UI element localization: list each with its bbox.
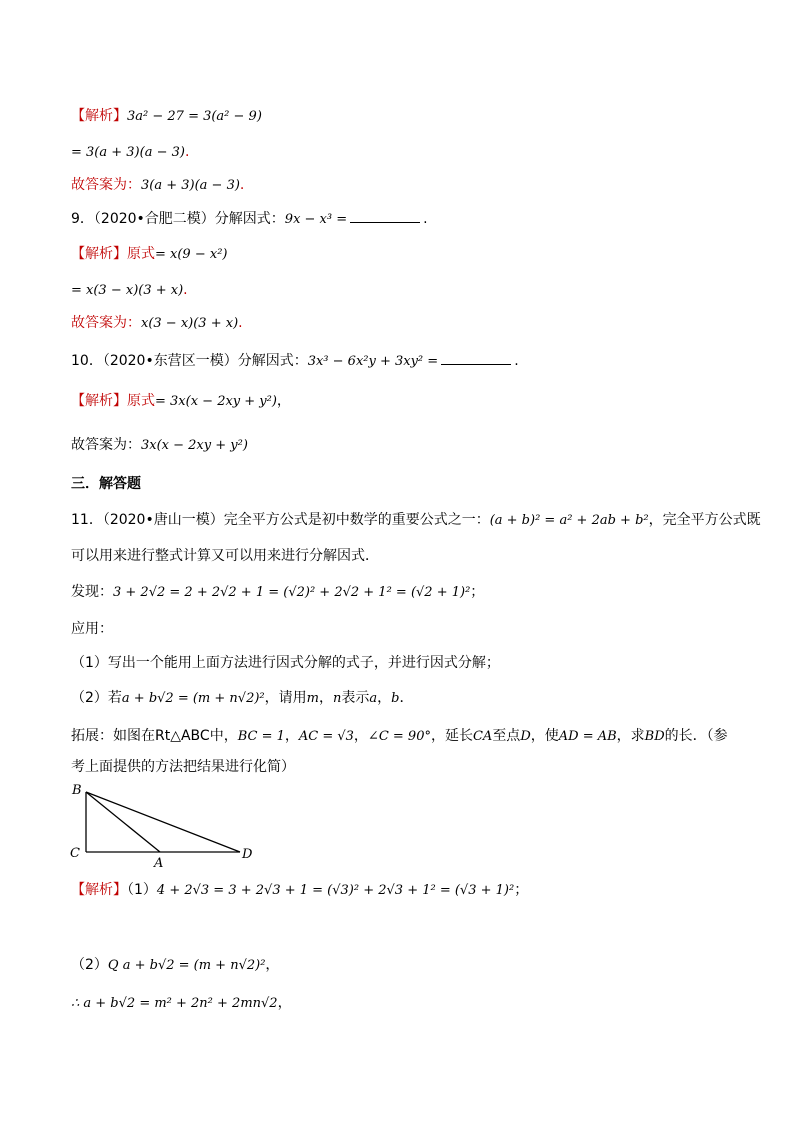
solution-11-part1: 【解析】（1）4 + 2√3 = 3 + 2√3 + 1 = (√3)² + 2√3 + 1² = (√3 + 1)²； (71, 882, 529, 898)
answer-label: 故答案为： (71, 437, 141, 453)
analysis-tag: 【解析】 (71, 108, 127, 124)
expr: ∴ a + b√2 = m² + 2n² + 2mn√2 (71, 996, 278, 1011)
solution-10-line1: 【解析】原式= 3x(x − 2xy + y²)， (71, 393, 291, 409)
triangle-figure (64, 780, 264, 870)
label-D: D (242, 847, 253, 862)
solution-8-line1 (71, 106, 262, 127)
expr: = 3x(x − 2xy + y²) (155, 394, 277, 409)
expr: Q a + b√2 = (m + n√2)² (107, 958, 266, 973)
question-11-line1: 11．（2020•唐山一模）完全平方公式是初中数学的重要公式之一：(a + b)² = a² + 2ab + b²，完全平方公式既 (71, 512, 761, 528)
expr: 3x³ − 6x²y + 3xy² = (307, 354, 439, 369)
solution-9-line1: 【解析】原式= x(9 − x²) (71, 246, 228, 262)
question-9: 9．（2020•合肥二模）分解因式：9x − x³ = . (71, 211, 428, 227)
expr: 3x(x − 2xy + y²) (141, 438, 248, 453)
analysis-tag: 【解析】 (71, 246, 127, 262)
label-B: B (72, 783, 82, 798)
question-11-apply: 应用： (71, 621, 113, 637)
expr: 9x − x³ = (284, 212, 348, 227)
expr: = 3(a + 3)(a − 3) (71, 145, 185, 160)
solution-11-part2-line2: ∴ a + b√2 = m² + 2n² + 2mn√2， (71, 995, 292, 1011)
expr: (a + b)² = a² + 2ab + b² (489, 513, 649, 528)
analysis-tag: 【解析】 (71, 393, 127, 409)
question-11-extension-line2: 考上面提供的方法把结果进行化简） (71, 759, 295, 775)
label-A: A (154, 856, 164, 870)
analysis-tag: 【解析】 (71, 882, 127, 898)
question-11-extension-line1: 拓展：如图在Rt△ABC中，BC = 1，AC = √3，∠C = 90°，延长CA至点D，使AD = AB，求BD的长．（参 (71, 728, 728, 744)
expr: 4 + 2√3 = 3 + 2√3 + 1 = (√3)² + 2√3 + 1² = (√3 + 1)² (156, 883, 515, 898)
answer-blank (441, 352, 511, 365)
side-BD (86, 792, 240, 852)
answer-label: 故答案为： (71, 315, 141, 331)
question-10: 10．（2020•东营区一模）分解因式：3x³ − 6x²y + 3xy² = . (71, 353, 519, 369)
expr: = x(9 − x²) (155, 247, 228, 262)
solution-8-line2: = 3(a + 3)(a − 3). (71, 144, 190, 160)
expr: 3a² − 27 = 3(a² − 9) (127, 109, 262, 124)
expr: x(3 − x)(3 + x) (141, 316, 239, 331)
question-11-line2: 可以用来进行整式计算又可以用来进行分解因式． (71, 548, 379, 564)
question-11-part1: （1）写出一个能用上面方法进行因式分解的式子，并进行因式分解； (71, 655, 500, 671)
expr: = x(3 − x)(3 + x) (71, 283, 184, 298)
solution-10-answer (71, 435, 248, 456)
side-BA (86, 792, 160, 852)
section-title: 三．解答题 (71, 476, 141, 492)
solution-9-line2: = x(3 − x)(3 + x). (71, 282, 188, 298)
solution-8-answer: 故答案为：3(a + 3)(a − 3). (71, 177, 245, 193)
expr: 3(a + 3)(a − 3) (141, 178, 240, 193)
label-C: C (70, 846, 80, 861)
question-11-part2: （2）若a + b√2 = (m + n√2)²，请用m，n表示a，b． (71, 690, 414, 706)
expr: 3 + 2√2 = 2 + 2√2 + 1 = (√2)² + 2√2 + 1² = (√2 + 1)² (113, 585, 471, 600)
expr: a + b√2 = (m + n√2)² (121, 691, 265, 706)
solution-11-part2-line1: （2）Q a + b√2 = (m + n√2)²， (71, 957, 280, 973)
solution-9-answer: 故答案为：x(3 − x)(3 + x). (71, 315, 243, 331)
answer-label: 故答案为： (71, 177, 141, 193)
answer-blank (350, 210, 420, 223)
question-11-discover: 发现：3 + 2√2 = 2 + 2√2 + 1 = (√2)² + 2√2 + 1² = (√2 + 1)²； (71, 584, 485, 600)
